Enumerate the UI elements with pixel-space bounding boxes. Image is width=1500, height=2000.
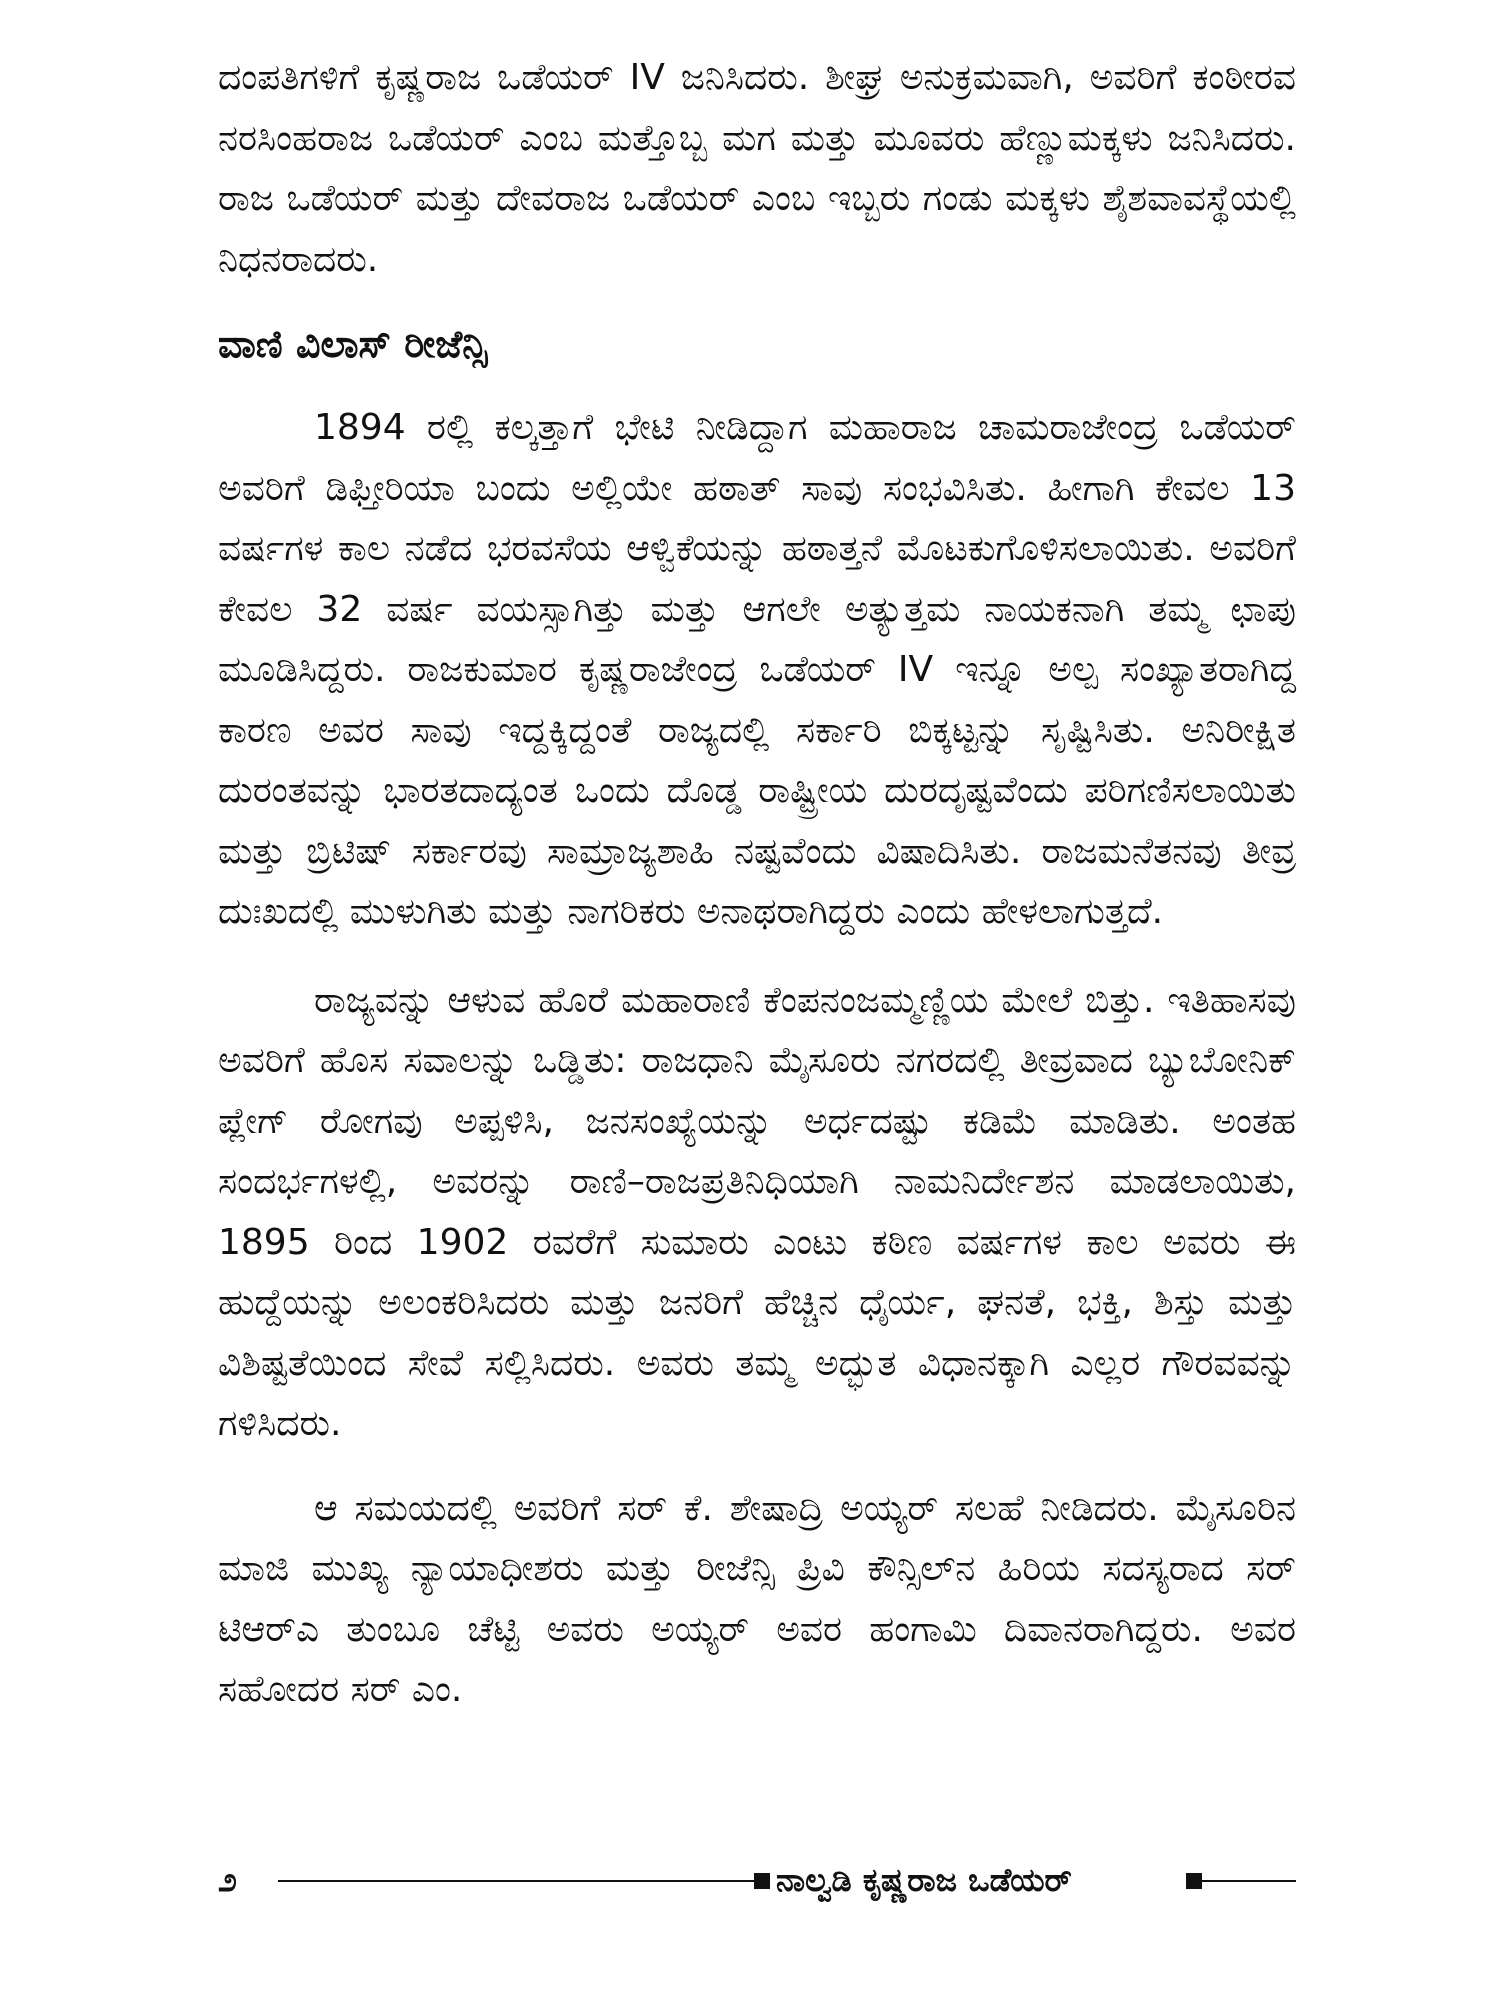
footer-rule-left — [278, 1880, 758, 1882]
page-number: ೨ — [218, 1860, 238, 1900]
section-heading: ವಾಣಿ ವಿಲಾಸ್ ರೀಜೆನ್ಸಿ — [218, 322, 488, 366]
paragraph-advisors: ಆ ಸಮಯದಲ್ಲಿ ಅವರಿಗೆ ಸರ್ ಕೆ. ಶೇಷಾದ್ರಿ ಅಯ್ಯರ್ ಸಲಹೆ ನೀಡಿದರು. ಮೈಸೂರಿನ ಮಾಜಿ ಮುಖ್ಯ ನ್ಯಾಯಾಧೀಶರು ಮತ್ತು ರೀಜೆನ್ಸಿ ಪ್ರಿವಿ ಕೌನ್ಸಿಲ್‌ನ ಹಿರಿಯ ಸದಸ್ಯರಾದ ಸರ್ ಟಿಆರ್‌ಎ ತುಂಬೂ ಚೆಟ್ಟಿ ಅವರು ಅಯ್ಯರ್ ಅವರ ಹಂಗಾಮಿ ದಿವಾನರಾಗಿದ್ದರು. ಅವರ ಸಹೋದರ ಸರ್ ಎಂ. — [218, 1487, 1296, 1710]
page-footer — [218, 1858, 1296, 1902]
intro-paragraph: ದಂಪತಿಗಳಿಗೆ ಕೃಷ್ಣರಾಜ ಒಡೆಯರ್ IV ಜನಿಸಿದರು. ಶೀಘ್ರ ಅನುಕ್ರಮವಾಗಿ, ಅವರಿಗೆ ಕಂಠೀರವ ನರಸಿಂಹರಾಜ ಒಡೆಯರ್ ಎಂಬ ಮತ್ತೊಬ್ಬ ಮಗ ಮತ್ತು ಮೂವರು ಹೆಣ್ಣುಮಕ್ಕಳು ಜನಿಸಿದರು. ರಾಜ ಒಡೆಯರ್ ಮತ್ತು ದೇವರಾಜ ಒಡೆಯರ್ ಎಂಬ ಇಬ್ಬರು ಗಂಡು ಮಕ್ಕಳು ಶೈಶವಾವಸ್ಥೆಯಲ್ಲಿ ನಿಧನರಾದರು. — [218, 57, 1296, 280]
footer-rule-right — [1200, 1880, 1296, 1882]
book-title: ನಾಲ್ವಡಿ ಕೃಷ್ಣರಾಜ ಒಡೆಯರ್ — [776, 1861, 1072, 1899]
paragraph-regency-origin: 1894 ರಲ್ಲಿ ಕಲ್ಕತ್ತಾಗೆ ಭೇಟಿ ನೀಡಿದ್ದಾಗ ಮಹಾರಾಜ ಚಾಮರಾಜೇಂದ್ರ ಒಡೆಯರ್ ಅವರಿಗೆ ಡಿಫ್ತೀರಿಯಾ ಬಂದು ಅಲ್ಲಿಯೇ ಹಠಾತ್ ಸಾವು ಸಂಭವಿಸಿತು. ಹೀಗಾಗಿ ಕೇವಲ 13 ವರ್ಷಗಳ ಕಾಲ ನಡೆದ ಭರವಸೆಯ ಆಳ್ವಿಕೆಯನ್ನು ಹಠಾತ್ತನೆ ಮೊಟಕುಗೊಳಿಸಲಾಯಿತು. ಅವರಿಗೆ ಕೇವಲ 32 ವರ್ಷ ವಯಸ್ಸಾಗಿತ್ತು ಮತ್ತು ಆಗಲೇ ಅತ್ಯುತ್ತಮ ನಾಯಕನಾಗಿ ತಮ್ಮ ಛಾಪು ಮೂಡಿಸಿದ್ದರು. ರಾಜಕುಮಾರ ಕೃಷ್ಣರಾಜೇಂದ್ರ ಒಡೆಯರ್ IV ಇನ್ನೂ ಅಲ್ಪ ಸಂಖ್ಯಾತರಾಗಿದ್ದ ಕಾರಣ ಅವರ ಸಾವು ಇದ್ದಕ್ಕಿದ್ದಂತೆ ರಾಜ್ಯದಲ್ಲಿ ಸರ್ಕಾರಿ ಬಿಕ್ಕಟ್ಟನ್ನು ಸೃಷ್ಟಿಸಿತು. ಅನಿರೀಕ್ಷಿತ ದುರಂತವನ್ನು ಭಾರತದಾದ್ಯಂತ ಒಂದು ದೊಡ್ಡ ರಾಷ್ಟ್ರೀಯ ದುರದೃಷ್ಟವೆಂದು ಪರಿಗಣಿಸಲಾಯಿತು ಮತ್ತು ಬ್ರಿಟಿಷ್ ಸರ್ಕಾರವು ಸಾಮ್ರಾಜ್ಯಶಾಹಿ ನಷ್ಟವೆಂದು ವಿಷಾದಿಸಿತು. ರಾಜಮನೆತನವು ತೀವ್ರ ದುಃಖದಲ್ಲಿ ಮುಳುಗಿತು ಮತ್ತು ನಾಗರಿಕರು ಅನಾಥರಾಗಿದ್ದರು ಎಂದು ಹೇಳಲಾಗುತ್ತದೆ. — [218, 407, 1296, 932]
square-bullet-icon — [754, 1873, 770, 1889]
page-body — [218, 48, 1296, 1721]
paragraph-queen-regent: ರಾಜ್ಯವನ್ನು ಆಳುವ ಹೊರೆ ಮಹಾರಾಣಿ ಕೆಂಪನಂಜಮ್ಮಣ್ಣಿಯ ಮೇಲೆ ಬಿತ್ತು. ಇತಿಹಾಸವು ಅವರಿಗೆ ಹೊಸ ಸವಾಲನ್ನು ಒಡ್ಡಿತು: ರಾಜಧಾನಿ ಮೈಸೂರು ನಗರದಲ್ಲಿ ತೀವ್ರವಾದ ಬ್ಯುಬೋನಿಕ್ ಪ್ಲೇಗ್ ರೋಗವು ಅಪ್ಪಳಿಸಿ, ಜನಸಂಖ್ಯೆಯನ್ನು ಅರ್ಧದಷ್ಟು ಕಡಿಮೆ ಮಾಡಿತು. ಅಂತಹ ಸಂದರ್ಭಗಳಲ್ಲಿ, ಅವರನ್ನು ರಾಣಿ–ರಾಜಪ್ರತಿನಿಧಿಯಾಗಿ ನಾಮನಿರ್ದೇಶನ ಮಾಡಲಾಯಿತು, 1895 ರಿಂದ 1902 ರವರೆಗೆ ಸುಮಾರು ಎಂಟು ಕಠಿಣ ವರ್ಷಗಳ ಕಾಲ ಅವರು ಈ ಹುದ್ದೆಯನ್ನು ಅಲಂಕರಿಸಿದರು ಮತ್ತು ಜನರಿಗೆ ಹೆಚ್ಚಿನ ಧೈರ್ಯ, ಘನತೆ, ಭಕ್ತಿ, ಶಿಸ್ತು ಮತ್ತು ವಿಶಿಷ್ಟತೆಯಿಂದ ಸೇವೆ ಸಲ್ಲಿಸಿದರು. ಅವರು ತಮ್ಮ ಅದ್ಭುತ ವಿಧಾನಕ್ಕಾಗಿ ಎಲ್ಲರ ಗೌರವವನ್ನು ಗಳಿಸಿದರು. — [218, 979, 1296, 1444]
